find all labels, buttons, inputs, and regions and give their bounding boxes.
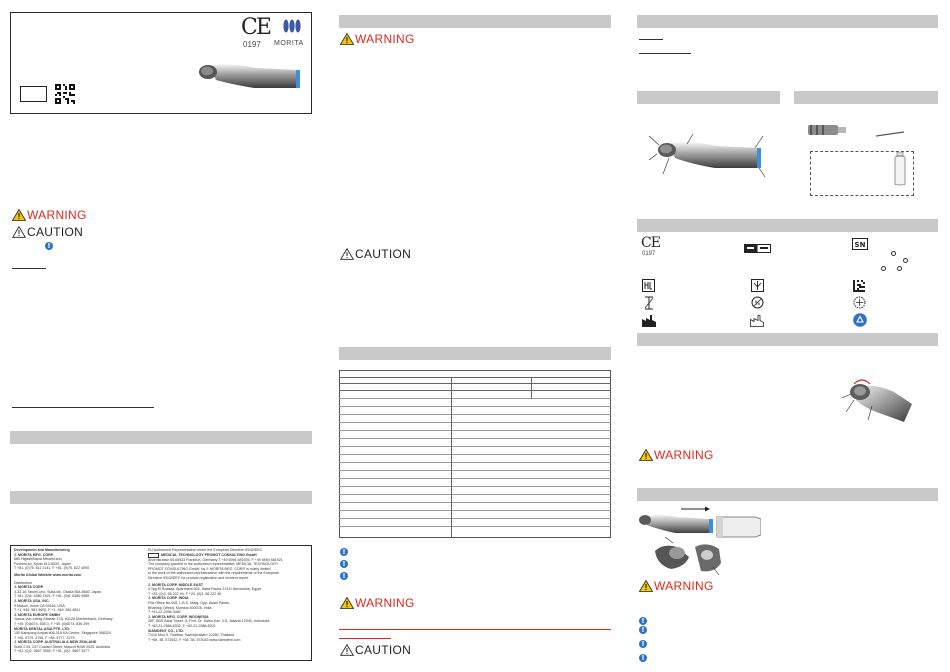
bur-insertion-illustration — [842, 376, 914, 426]
info-icon: ! — [340, 548, 348, 556]
distributor-name: J. MORITA CORP. AUSTRALIA & NEW ZEALAND — [14, 640, 97, 645]
small-circle-icon — [891, 251, 896, 256]
eu-rep-line: The company granted in the authorized representative, MEDICAL TECHNOLOGY — [148, 562, 279, 567]
sterilizable-icon — [751, 279, 764, 292]
date-of-manufacture-icon — [750, 314, 764, 326]
distributor-line: T +66. 38. 573042, F +66. 38. 573043 www.siamdent.com — [148, 637, 241, 642]
distributor-name: J. MORITA MFG. CORP. INDONESIA — [148, 614, 209, 619]
red-divider — [339, 629, 611, 630]
ec-rep-icon — [744, 240, 771, 249]
distributor-line: T +49. (0)6074. 836 0, F +49. (0)6074. 836 299 — [14, 621, 90, 626]
qr-code-icon — [55, 84, 75, 104]
distributor-line: T +62-21-2988-8332, F +62-21-2988-8201 — [148, 623, 216, 628]
small-circle-icon — [881, 266, 886, 271]
ec-rep-icon — [148, 553, 159, 558]
warning-label: WARNING — [654, 579, 714, 593]
section-header-bar — [637, 219, 938, 232]
footer-left — [14, 548, 162, 654]
manufacturer-city: Fushimi-ku, Kyoto 612-8533, Japan — [14, 561, 71, 566]
ce-mark: CE — [241, 15, 270, 40]
footer-right — [148, 548, 310, 642]
global-website: Morita Global Website www.morita.com — [14, 572, 82, 577]
handpiece-parts-illustration — [647, 130, 772, 180]
svg-text:SN: SN — [854, 241, 866, 249]
humidity-limit-icon — [751, 296, 764, 309]
info-icon: ! — [639, 617, 647, 625]
warning-triangle-icon — [340, 596, 354, 608]
distributor-name: J. MORITA EUROPE GMBH — [14, 612, 60, 617]
morita-logo-icon — [282, 18, 302, 34]
warning-label: WARNING — [27, 208, 87, 222]
brand-name: MORITA — [274, 40, 304, 47]
distributor-line: T +61. (0)2. 9667 3555, F +61. (0)2. 9667 3577 — [14, 649, 90, 654]
distributor-line: T +65. 6779. 4795, F +65. 6777. 2279 — [14, 635, 75, 640]
distributor-line: 28F, DBS Bank Tower, Jl. Prof. Dr. Satrio Kav. 3-5, Jakarta 12940, Indonesia — [148, 619, 270, 624]
manufacturer-address: 680 Higashihama Minami-cho, — [14, 557, 63, 562]
distributor-line: 150 Kampong Ampat #06-01A KA Centre, Singapore 368324 — [14, 631, 111, 636]
eu-rep-line: PROMOT CONSULTING GmbH, by J. MORITA MFG. CORP. is solely limited — [148, 566, 271, 571]
distributor-line: T +1. 949. 581 9600, F +1. 949. 581 8811 — [14, 608, 81, 613]
distributor-line: Bhandup (West), Mumbai 400078, India — [148, 605, 212, 610]
ce-number: 0197 — [243, 40, 261, 49]
eu-rep-line: Ahornstrasse 65,65933 Frankfurt, Germany T +49 6994 581925, F +49 6994 581921 — [148, 557, 283, 562]
warning-triangle-icon — [639, 448, 653, 460]
distributor-line: 9 Mason, Irvine CA 92618, USA — [14, 603, 65, 608]
info-icon: ! — [45, 242, 53, 250]
underline-short — [12, 268, 46, 269]
distributor-line: Filix Office No.908, L.B.S. Marg, Opp. Asian Paints, — [148, 600, 230, 605]
info-icon: ! — [639, 640, 647, 648]
manufacturer-phone: T +81. (0)75. 611 2141, F +81. (0)75. 622 4595 — [14, 566, 89, 571]
section-header-bar — [10, 491, 312, 504]
info-icon: ! — [340, 572, 348, 580]
caution-triangle-icon — [340, 643, 354, 655]
recycle-icon — [853, 313, 867, 327]
eu-rep-line: Directive 93/42/EEC for product registration and incident report. — [148, 575, 250, 580]
manufacturer-name: J. MORITA MFG. CORP. — [14, 552, 54, 557]
distributor-line: T +20. (0)3. 58 222 94, F +20. (0)3. 58 222 96 — [148, 591, 222, 596]
development-heading: Development and Manufacturing — [14, 548, 70, 552]
distributor-line: Suite 2.05, 247 Coward Street, Mascot NSW 2020, Australia — [14, 644, 110, 649]
temperature-limit-icon — [643, 296, 655, 310]
distribution-heading: Distribution — [14, 580, 32, 585]
eu-rep-line: to the work of the authorized representative with the requirements of the European — [148, 571, 280, 576]
section-header-bar — [339, 347, 611, 360]
caution-triangle-icon — [12, 225, 26, 237]
distributor-line: 4 Tag El Roasaa, Apartment 902, Saba Pacha 21311 Alexandria, Egypt — [148, 587, 261, 592]
distributor-name: MORITA DENTAL ASIA PTE. LTD. — [14, 626, 71, 631]
ce-mark: CE — [641, 235, 660, 251]
data-matrix-icon — [853, 279, 865, 291]
distributor-name: SIAMDENT CO., LTD. — [148, 628, 184, 633]
distributor-name: J. MORITA USA, INC. — [14, 598, 50, 603]
distributor-line: Justus-von-Liebig-Strasse 27A, 63128 Dietzenbach, Germany — [14, 617, 113, 622]
ce-number: 0197 — [642, 251, 656, 257]
distributor-name: J. MORITA CORP. MIDDLE EAST — [148, 582, 204, 587]
thermal-disinfection-icon — [642, 279, 655, 292]
spray-can-illustration — [893, 152, 907, 186]
motor-connection-illustration — [637, 505, 761, 577]
warning-triangle-icon — [340, 32, 354, 44]
section-header-bar — [794, 91, 938, 104]
warning-label: WARNING — [654, 448, 714, 462]
spec-table — [339, 370, 611, 538]
red-divider-short — [339, 638, 391, 639]
pressure-limit-icon — [853, 296, 866, 309]
section-header-bar — [637, 91, 780, 104]
distributor-name: J. MORITA CORP. — [14, 585, 44, 590]
caution-label: CAUTION — [355, 247, 412, 261]
distributor-line: 71/10 Moo 5, Thaiban, Samutprakarn 10280, Thailand — [148, 633, 235, 638]
underline-medium — [639, 53, 691, 54]
warning-label: WARNING — [355, 596, 415, 610]
info-icon: ! — [639, 654, 647, 662]
distributor-name: J. MORITA CORP. INDIA — [148, 596, 189, 601]
distributor-line: T +91-22-2596-3482 — [148, 610, 181, 615]
warning-triangle-icon — [12, 208, 26, 220]
section-header-bar — [637, 15, 938, 28]
bur-accessory-illustration — [808, 123, 848, 135]
caution-label: CAUTION — [27, 225, 84, 239]
info-icon: ! — [639, 626, 647, 634]
caution-triangle-icon — [340, 247, 354, 259]
section-header-bar — [10, 431, 312, 444]
eu-rep-heading: EU Authorized Representative under the European Directive 93/42/EEC — [148, 548, 263, 552]
info-icon: ! — [340, 560, 348, 568]
warning-label: WARNING — [355, 32, 415, 46]
underline-long — [12, 407, 154, 408]
section-header-bar — [339, 15, 611, 28]
caution-label: CAUTION — [355, 643, 412, 657]
section-header-bar — [637, 333, 938, 346]
distributor-line: T +81. (0)6. 6380 1521, F +81. (0)6. 6380 0585 — [14, 594, 90, 599]
distributor-line: 3-33-18 Tarumi-cho, Suita-shi, Osaka 564-8650, Japan — [14, 589, 102, 594]
handpiece-illustration — [196, 58, 308, 94]
eu-rep-name: MEDICAL TECHNOLOGY PROMOT CONSULTING GmbH — [161, 552, 257, 557]
warning-triangle-icon — [639, 579, 653, 591]
label-box — [20, 86, 47, 102]
small-circle-icon — [897, 266, 902, 271]
serial-number-icon — [852, 237, 868, 249]
svg-text:%: % — [754, 299, 761, 307]
small-circle-icon — [903, 258, 908, 263]
underline-short — [639, 39, 663, 40]
cleaning-wire-illustration — [876, 125, 906, 133]
manufacturer-icon — [642, 314, 656, 326]
section-header-bar — [637, 488, 938, 501]
